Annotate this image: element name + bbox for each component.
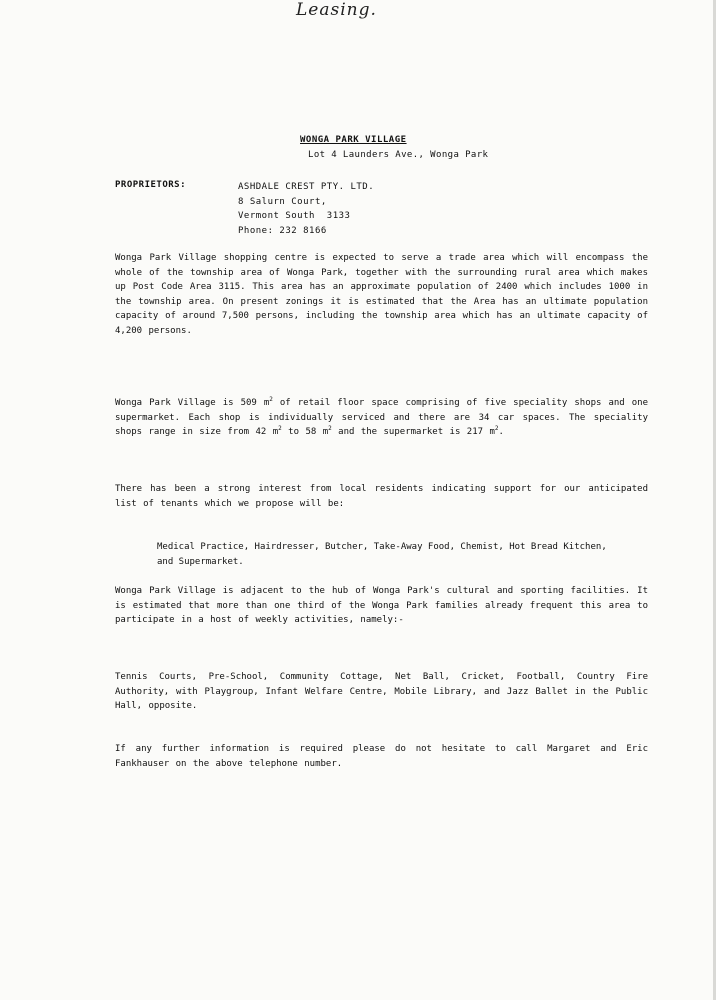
- proprietor-suburb: Vermont South 3133: [238, 211, 351, 221]
- proprietor-phone: Phone: 232 8166: [238, 225, 327, 236]
- floor-space-text-b: of retail floor space comprising of five speciality shops and one supermarket. Each shop is individually serviced and there are 34 car spaces. The speciality shops range in size from 42 m: [115, 398, 648, 437]
- superscript-2: 2: [494, 425, 499, 432]
- proprietor-street: 8 Salurn Court,: [238, 196, 327, 207]
- document-address: Lot 4 Launders Ave., Wonga Park: [308, 150, 489, 160]
- floor-space-text-d: and the supermarket is 217 m: [331, 427, 495, 437]
- paragraph-facilities: Wonga Park Village is adjacent to the hub of Wonga Park's cultural and sporting facilities. It is estimated that more than one third of the Wonga Park families already frequent this area to participate in a host of weekly activities, namely:-: [115, 586, 648, 625]
- handwritten-annotation: Leasing.: [296, 0, 377, 20]
- floor-space-text-a: Wonga Park Village is 509 m: [115, 398, 270, 408]
- superscript-2: 2: [278, 425, 282, 432]
- floor-space-text-e: .: [498, 427, 504, 437]
- floor-space-text-c: to 58 m: [281, 427, 329, 437]
- tenant-list: Medical Practice, Hairdresser, Butcher, Take-Away Food, Chemist, Hot Bread Kitchen, and Supermarket.: [157, 542, 607, 567]
- paragraph-trade-area: Wonga Park Village shopping centre is expected to serve a trade area which will encompass the whole of the township area of Wonga Park, together with the surrounding rural area which makes up Post Code Area 3115. This area has an approximate population of 2400 which includes 1000 in the township area. On present zonings it is estimated that the Area has an ultimate population capacity of around 7,500 persons, including the township area which has an ultimate capacity of 4,200 persons.: [115, 253, 648, 336]
- paragraph-contact: If any further information is required please do not hesitate to call Margaret and Eric Fankhauser on the above telephone number.: [115, 744, 648, 769]
- paragraph-tenant-interest: There has been a strong interest from local residents indicating support for our anticipated list of tenants which we propose will be:: [115, 484, 648, 509]
- document-title: WONGA PARK VILLAGE: [300, 135, 407, 145]
- proprietors-details: [238, 180, 374, 238]
- proprietor-company: ASHDALE CREST PTY. LTD.: [238, 182, 375, 192]
- superscript-2: 2: [328, 425, 332, 432]
- superscript-2: 2: [269, 396, 273, 403]
- paragraph-activities-list: Tennis Courts, Pre-School, Community Cottage, Net Ball, Cricket, Football, Country Fire Authority, with Playgroup, Infant Welfare Centre, Mobile Library, and Jazz Ballet in the Public Hall, opposite.: [115, 672, 648, 711]
- paragraph-floor-space: [115, 396, 648, 440]
- proprietors-label: PROPRIETORS:: [115, 180, 187, 190]
